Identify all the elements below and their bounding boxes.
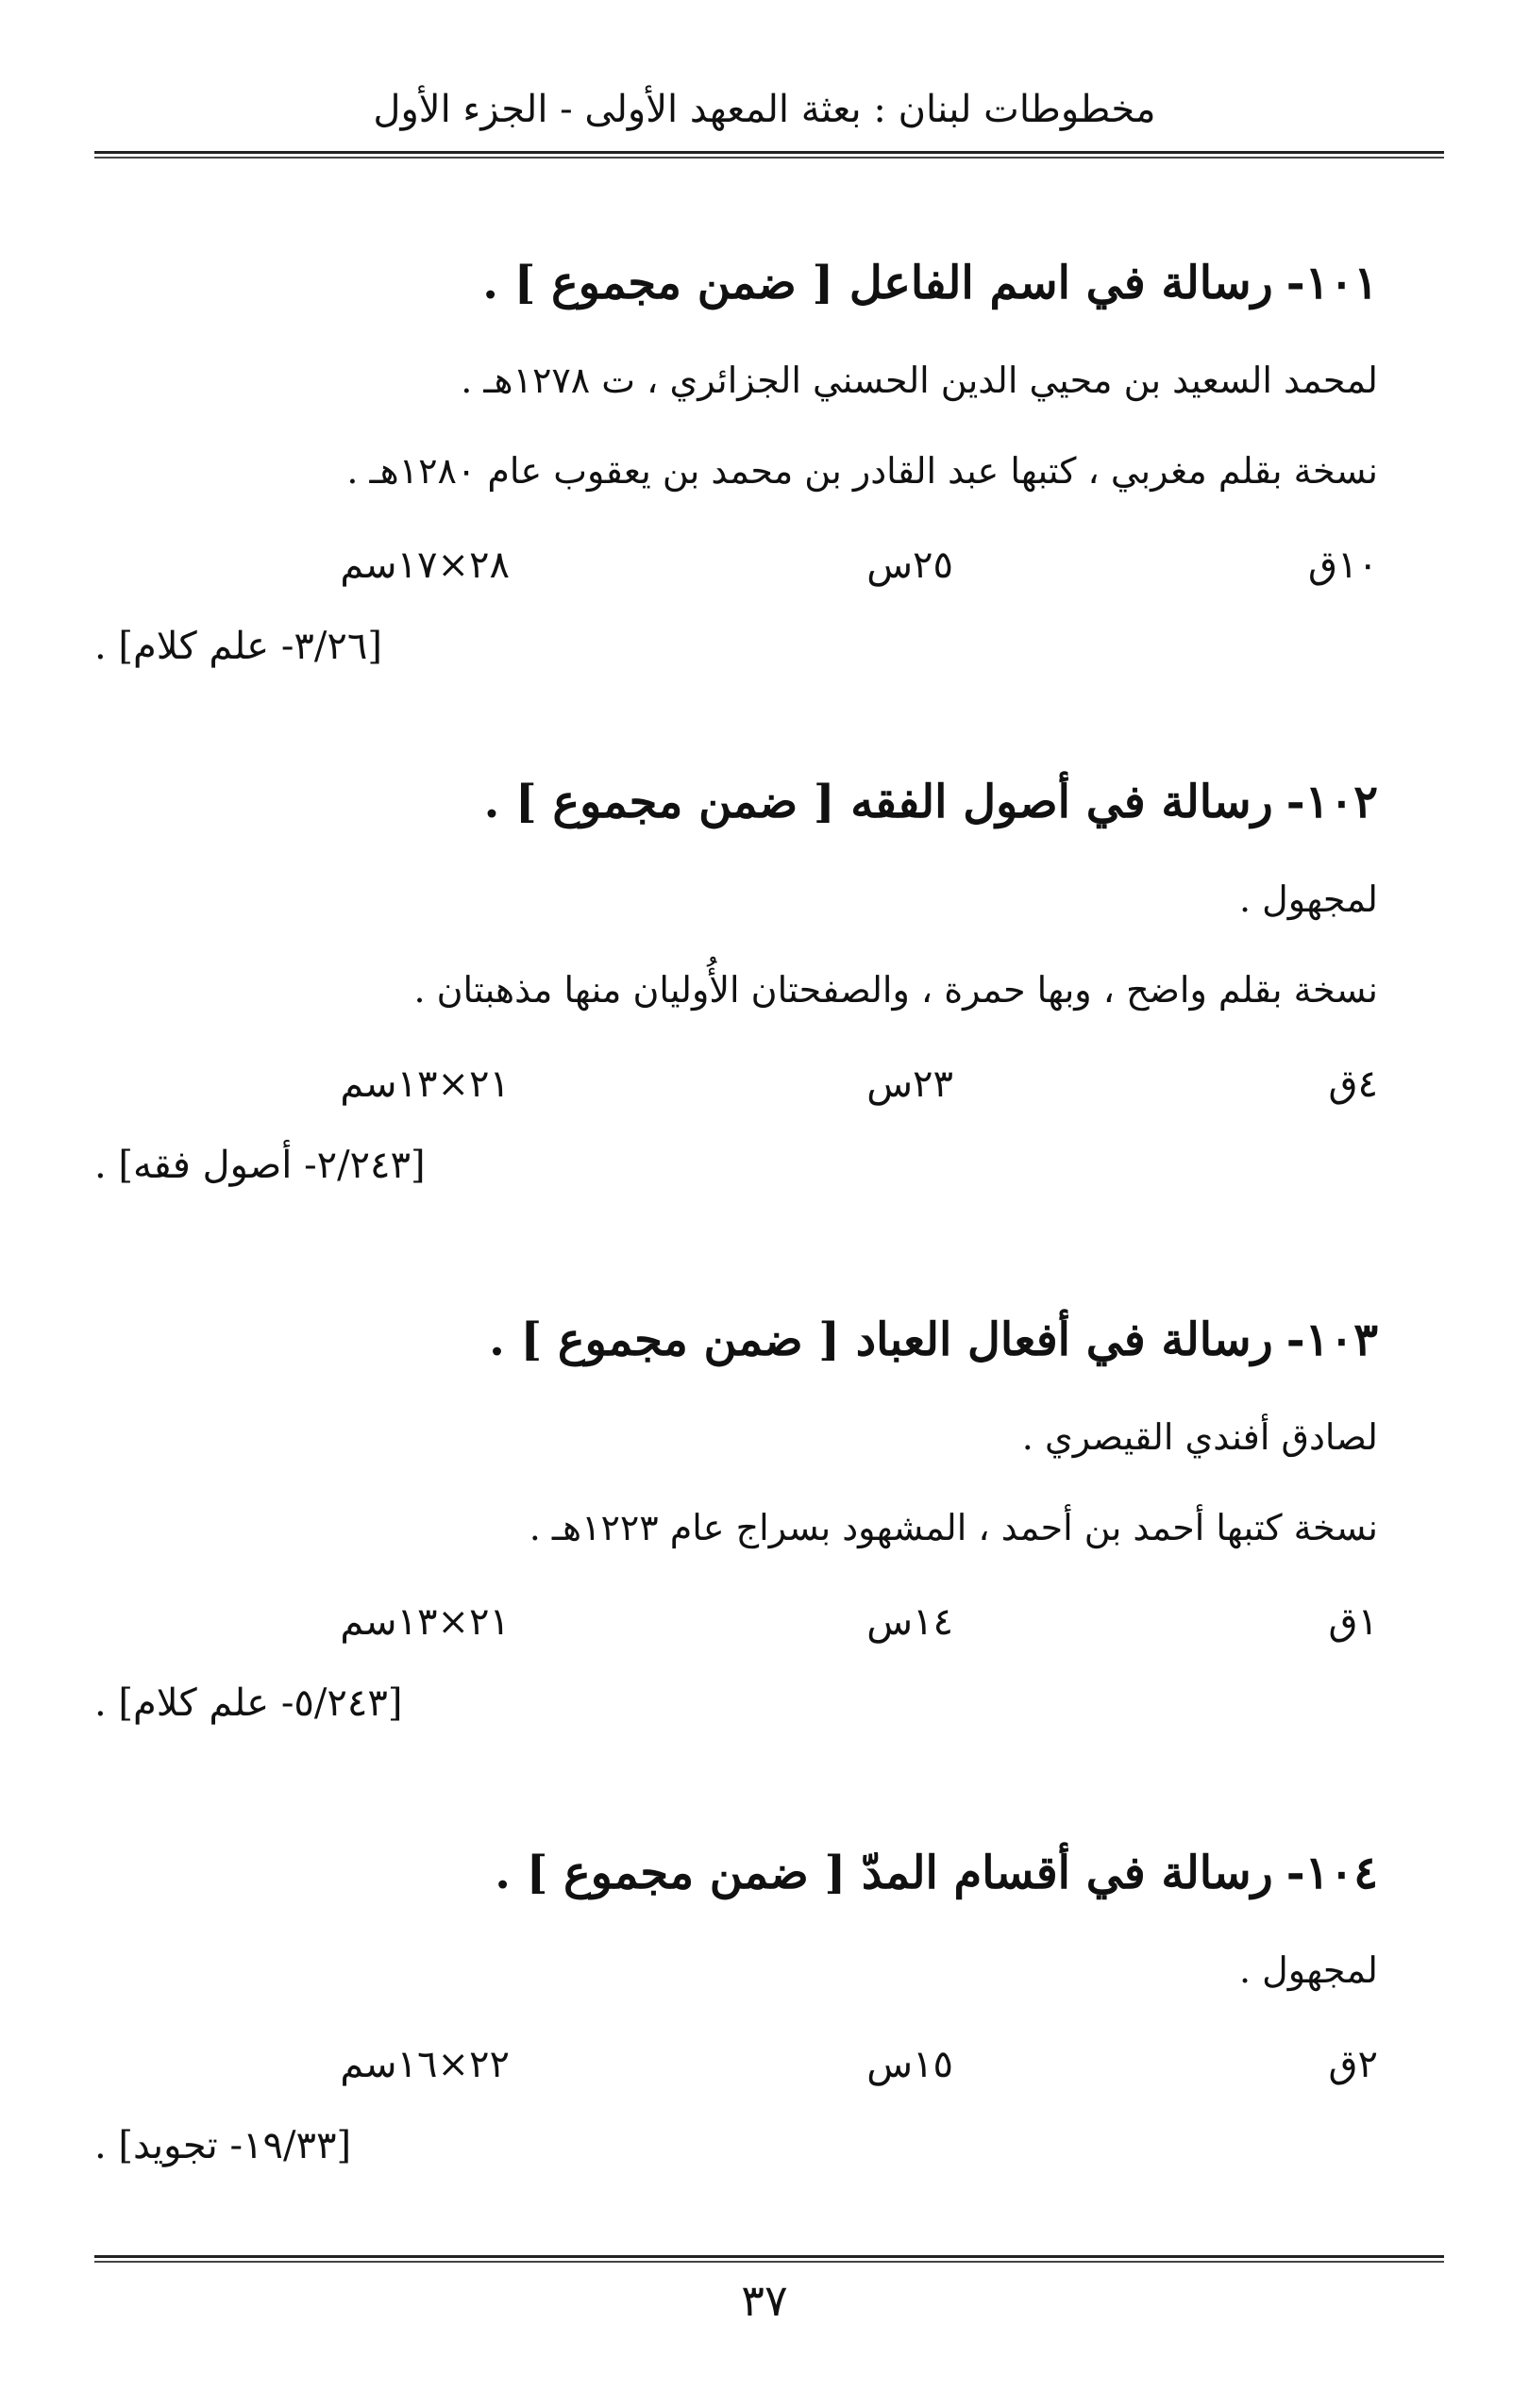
entry-102: [94, 769, 1378, 1194]
entry-leaves: ٤ق: [1328, 1062, 1378, 1106]
entry-lines-per-page: ٢٥س: [866, 543, 953, 587]
entry-physical-details: [94, 1592, 1378, 1652]
entry-number: ١٠٢-: [1285, 776, 1378, 828]
entry-104: [94, 1840, 1378, 2174]
entry-number: ١٠٤-: [1285, 1847, 1378, 1899]
entry-lines-per-page: ١٤س: [866, 1600, 953, 1644]
entry-description: نسخة بقلم واضح ، وبها حمرة ، والصفحتان الأُوليان منها مذهبتان .: [413, 969, 1378, 1011]
entry-title-text: رسالة في أصول الفقه [ ضمن مجموع ] .: [483, 776, 1273, 828]
entry-physical-details: [94, 2034, 1378, 2095]
entry-title: [94, 769, 1378, 835]
entry-description: نسخة بقلم مغربي ، كتبها عبد القادر بن محمد بن يعقوب عام ١٢٨٠هـ .: [346, 450, 1378, 492]
entry-physical-details: [94, 1054, 1378, 1114]
entry-physical-details: [94, 535, 1378, 595]
entry-reference: [١٩/٣٣- تجويد] .: [94, 2124, 352, 2167]
entry-description: نسخة كتبها أحمد بن أحمد ، المشهود بسراج عام ١٢٢٣هـ .: [529, 1507, 1378, 1548]
entry-dimensions: ٢١×١٣سم: [340, 1600, 510, 1644]
running-header: مخطوطات لبنان : بعثة المعهد الأولى - الجزء الأول: [373, 88, 1156, 131]
entry-reference: [٥/٢٤٣- علم كلام] .: [94, 1681, 403, 1725]
entry-103: [94, 1307, 1378, 1731]
entry-lines-per-page: ١٥س: [866, 2043, 953, 2086]
entry-number: ١٠٣-: [1285, 1313, 1378, 1366]
entry-title-text: رسالة في اسم الفاعل [ ضمن مجموع ] .: [482, 257, 1273, 309]
entry-dimensions: ٢٢×١٦سم: [340, 2043, 510, 2086]
entry-title: [94, 250, 1378, 316]
entry-author: لمجهول .: [1239, 878, 1378, 920]
entry-dimensions: ٢١×١٣سم: [340, 1062, 510, 1106]
entry-author: لمحمد السعيد بن محيي الدين الحسني الجزائري ، ت ١٢٧٨هـ .: [461, 360, 1378, 401]
entry-reference: [٣/٢٦- علم كلام] .: [94, 625, 382, 668]
entry-title: [94, 1307, 1378, 1373]
entry-author: لمجهول .: [1239, 1949, 1378, 1991]
entry-leaves: ١٠ق: [1307, 543, 1378, 587]
entry-101: [94, 250, 1378, 675]
entry-number: ١٠١-: [1285, 257, 1378, 309]
entry-author: لصادق أفندي القيصري .: [1021, 1416, 1378, 1458]
entry-dimensions: ٢٨×١٧سم: [340, 543, 510, 587]
header-rule: [94, 151, 1444, 159]
entry-title: [94, 1840, 1378, 1906]
footer-rule: [94, 2255, 1444, 2263]
entry-lines-per-page: ٢٣س: [866, 1062, 953, 1106]
entry-leaves: ٢ق: [1328, 2043, 1378, 2086]
page-number: ٣٧: [741, 2275, 788, 2326]
entry-title-text: رسالة في أفعال العباد [ ضمن مجموع ] .: [489, 1313, 1273, 1366]
entry-leaves: ١ق: [1328, 1600, 1378, 1644]
entry-reference: [٢/٢٤٣- أصول فقه] .: [94, 1144, 426, 1187]
entry-title-text: رسالة في أقسام المدّ [ ضمن مجموع ] .: [495, 1847, 1273, 1899]
